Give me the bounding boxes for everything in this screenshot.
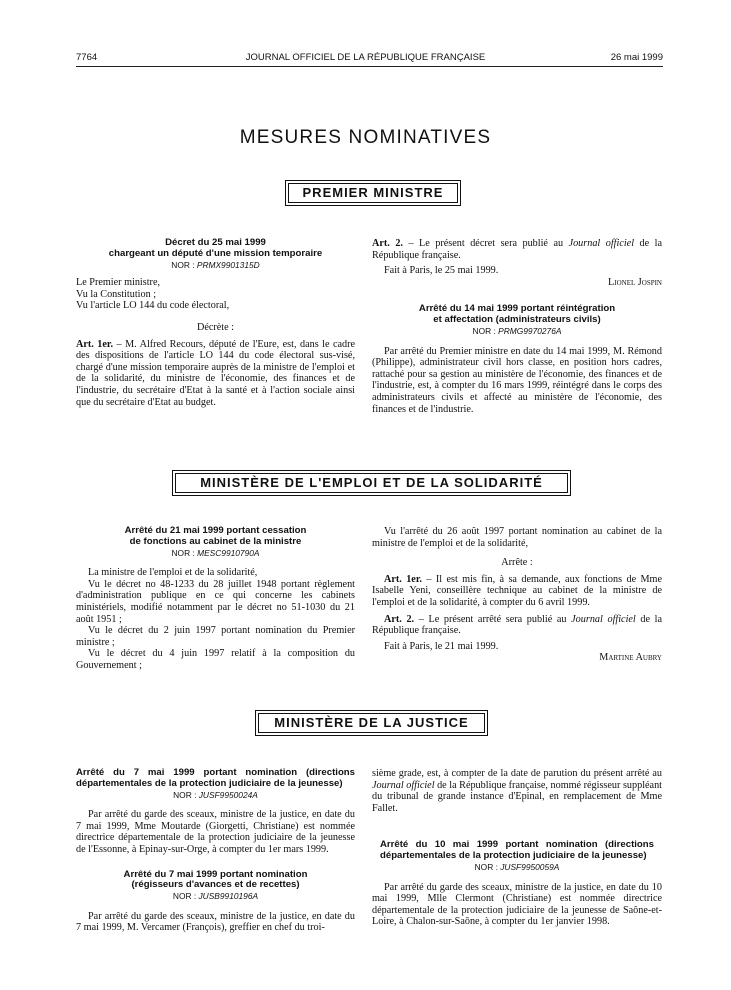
- nor-reference: [76, 891, 355, 903]
- ministre-intro: La ministre de l'emploi et de la solidarité,: [88, 567, 258, 579]
- arrete-21-mai-title-line2: de fonctions au cabinet de la ministre: [129, 535, 302, 547]
- article-1: [372, 574, 662, 609]
- article-1-label: Art. 1er.: [384, 573, 422, 585]
- section-heading-label: MINISTÈRE DE L'EMPLOI ET DE LA SOLIDARITÉ: [175, 473, 568, 493]
- section-heading-premier-ministre: [285, 180, 461, 206]
- nor-reference: [76, 260, 355, 272]
- arrete-21-mai-column: [76, 526, 355, 672]
- decrete-label: Décrète :: [196, 321, 235, 333]
- article-1: [76, 339, 355, 409]
- nor-label: NOR :: [173, 789, 197, 800]
- arrete-14-mai-title-line1: Arrêté du 14 mai 1999 portant réintégration: [418, 303, 616, 315]
- article-1-text: – M. Alfred Recours, député de l'Eure, est, dans le cadre des dispositions de l'article LO 144 du code électoral sus-visé, chargé d'une mission temporaire auprès de la ministre de l'emploi et de la solidarité, du ministre de l'économie, des finances et de l'industrie, du secrétaire d'Etat à la santé et à l'action sociale ainsi que du secrétaire d'Etat au budget.: [76, 338, 355, 408]
- decret-25-mai-continued-column: [372, 238, 662, 415]
- arrete-21-mai-continued-column: [372, 526, 662, 664]
- journal-title: JOURNAL OFFICIEL DE LA RÉPUBLIQUE FRANÇAISE: [245, 52, 486, 63]
- article-1-label: Art. 1er.: [76, 338, 114, 350]
- vu-constitution: Vu la Constitution ;: [76, 288, 157, 300]
- vu-premier-ministre: Le Premier ministre,: [76, 277, 161, 289]
- arrete-7-mai-regisseurs-body: Par arrêté du garde des sceaux, ministre de la justice, en date du 7 mai 1999, M. Vercamer (François), greffier en chef du troi-: [76, 910, 355, 934]
- arrete-10-mai-title: Arrêté du 10 mai 1999 portant nomination (directions départementales de la protection judiciaire de la jeunesse): [380, 839, 654, 862]
- article-1-text: – Il est mis fin, à sa demande, aux fonctions de Mme Isabelle Yeni, conseillère technique au cabinet de la ministre de l'emploi et de la solidarité, à compter du 6 avril 1999.: [372, 573, 662, 608]
- continued-text-b: de la République française, nommé régisseur suppléant du tribunal de grande instance d'Epinal, en remplacement de Mme Fallet.: [372, 779, 662, 814]
- journal-officiel-ref: Journal officiel: [372, 779, 435, 791]
- nor-code: JUSF9950059A: [500, 861, 560, 872]
- signature: Lionel Jospin: [608, 276, 662, 288]
- article-2-text-b: de la République française.: [372, 613, 663, 637]
- article-2: [372, 238, 662, 261]
- vu-arrete-26-aout-1997: Vu l'arrêté du 26 août 1997 portant nomination au cabinet de la ministre de l'emploi et de la solidarité,: [372, 526, 662, 549]
- section-heading-label: MINISTÈRE DE LA JUSTICE: [258, 713, 485, 733]
- arrete-21-mai-title-line1: Arrêté du 21 mai 1999 portant cessation: [124, 525, 307, 536]
- arrete-10-mai-title-wrap: [372, 840, 662, 862]
- article-2-text-b: de la République française.: [372, 238, 663, 261]
- article-2-label: Art. 2.: [384, 613, 415, 625]
- article-2: [372, 614, 662, 637]
- signature: Martine Aubry: [599, 652, 662, 664]
- arrete-label: Arrête :: [501, 557, 533, 569]
- arrete-7-mai-regisseurs-title-line2: (régisseurs d'avances et de recettes): [131, 879, 300, 891]
- nor-code: MESC9910790A: [197, 547, 260, 558]
- arrete-7-mai-pjj-title: Arrêté du 7 mai 1999 portant nomination (directions départementales de la protection judiciaire de la jeunesse): [76, 767, 355, 789]
- section-heading-label: PREMIER MINISTRE: [288, 183, 458, 203]
- decret-title-line2: chargeant un député d'une mission temporaire: [108, 247, 323, 259]
- nor-reference: [76, 790, 355, 802]
- nor-code: PRMG9970276A: [498, 325, 562, 336]
- article-2-text-a: – Le présent décret sera publié au: [402, 238, 569, 249]
- nor-code: JUSF9950024A: [198, 789, 258, 800]
- journal-officiel-ref: Journal officiel: [571, 613, 636, 625]
- nor-code: JUSB9910196A: [198, 891, 259, 902]
- arrete-10-mai-body: Par arrêté du garde des sceaux, ministre de la justice, en date du 10 mai 1999, Mlle Clermont (Christiane) est nommée directrice départementale de la protection judiciaire de la jeunesse de Saône-et-Loire, à Chalon-sur-Saône, à compter du 1er janvier 1998.: [372, 881, 662, 928]
- arrete-14-mai-title-line2: et affectation (administrateurs civils): [433, 314, 601, 326]
- header-rule: [76, 66, 663, 67]
- arrete-14-mai-body: Par arrêté du Premier ministre en date du 14 mai 1999, M. Rémond (Philippe), administrateur civil hors classe, en position hors cadres, rattaché pour sa gestion au ministère de l'économie, des finances et de l'industrie, est, à compter du 16 mars 1999, réintégré dans le corps des administrateurs civils et affecté au ministère de l'économie, des finances et de l'industrie.: [372, 345, 662, 415]
- fait-a-paris: Fait à Paris, le 25 mai 1999.: [384, 265, 499, 277]
- vu-decret-2-juin-1997: Vu le décret du 2 juin 1997 portant nomination du Premier ministre ;: [76, 625, 355, 648]
- vu-decret-4-juin-1997: Vu le décret du 4 juin 1997 relatif à la composition du Gouvernement ;: [76, 648, 355, 671]
- issue-date: 26 mai 1999: [610, 52, 663, 63]
- decret-title-line1: Décret du 25 mai 1999: [165, 237, 266, 248]
- nor-reference: [372, 326, 662, 338]
- article-2-label: Art. 2.: [372, 238, 403, 249]
- nor-reference: [76, 548, 355, 560]
- nor-label: NOR :: [472, 325, 496, 336]
- section-heading-emploi-solidarite: [172, 470, 571, 496]
- arrete-7-mai-regisseurs-continued: [372, 768, 662, 814]
- arrete-7-mai-pjj-body: Par arrêté du garde des sceaux, ministre de la justice, en date du 7 mai 1999, Mme Moutarde (Giorgetti, Christiane) est nommée directrice départementale de la protection judiciaire de la jeunesse de l'Essonne, à Epinay-sur-Orge, à compter du 1er mars 1999.: [76, 809, 355, 855]
- page-title: MESURES NOMINATIVES: [239, 127, 492, 148]
- fait-a-paris: Fait à Paris, le 21 mai 1999.: [384, 640, 499, 652]
- decret-25-mai-column: [76, 238, 355, 408]
- nor-reference: [372, 862, 662, 874]
- nor-label: NOR :: [474, 861, 498, 872]
- section-heading-justice: [255, 710, 488, 736]
- vu-code-electoral: Vu l'article LO 144 du code électoral,: [76, 300, 230, 312]
- nor-label: NOR :: [171, 547, 195, 558]
- nor-label: NOR :: [171, 259, 195, 270]
- continued-text-a: sième grade, est, à compter de la date de parution du présent arrêté au: [372, 768, 662, 779]
- justice-right-column: [372, 768, 662, 928]
- arrete-7-mai-regisseurs-title-line1: Arrêté du 7 mai 1999 portant nomination: [123, 868, 308, 880]
- journal-officiel-ref: Journal officiel: [568, 238, 635, 249]
- nor-code: PRMX9901315D: [196, 259, 260, 270]
- article-2-text-a: – Le présent arrêté sera publié au: [414, 613, 572, 625]
- nor-label: NOR :: [172, 891, 197, 902]
- page-number: 7764: [76, 52, 98, 63]
- justice-left-column: [76, 768, 355, 934]
- vu-decret-1948: Vu le décret no 48-1233 du 28 juillet 1948 portant règlement d'administration publique en ce qui concerne les cabinets ministériels, modifié notamment par le décret no 51-1030 du 21 août 1951 ;: [76, 578, 355, 625]
